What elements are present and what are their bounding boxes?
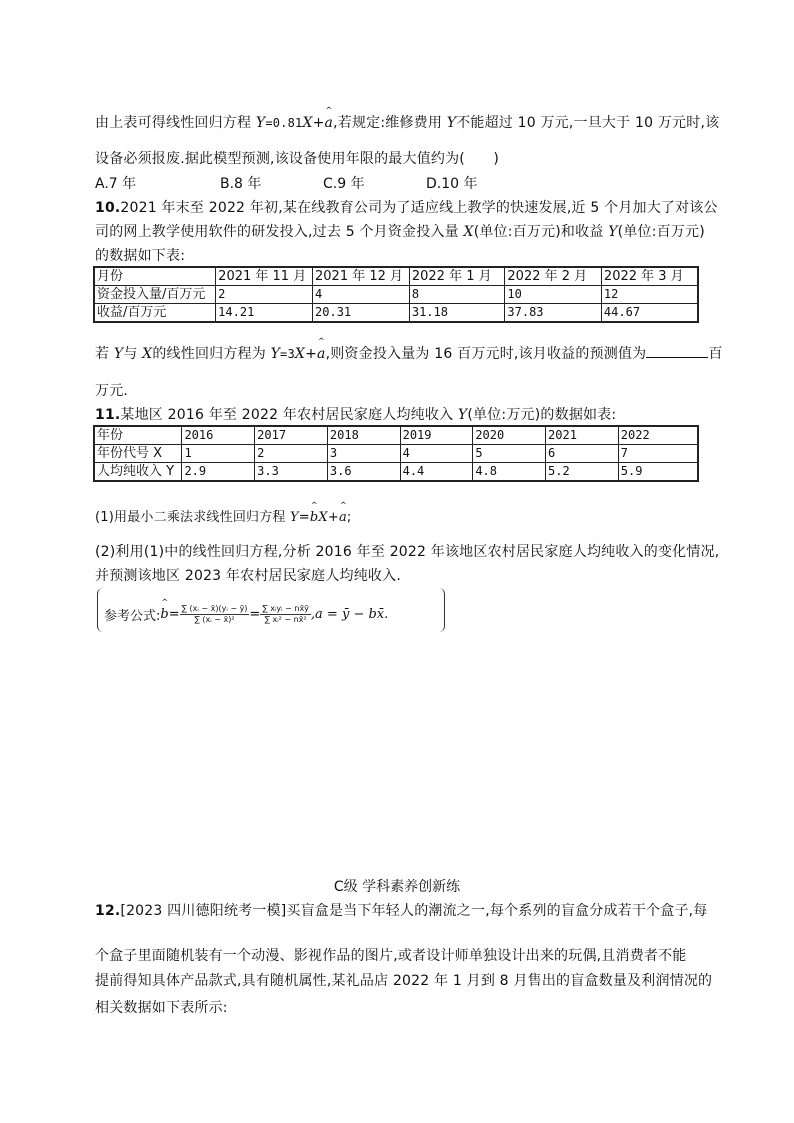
table-cell: 2022 年 1 月 (409, 267, 505, 286)
table-cell: 2022 (618, 426, 698, 445)
q9-option-b: B.8 年 (220, 176, 262, 192)
table-cell: 4.4 (400, 463, 473, 482)
q12-line3: 提前得知具体产品款式,具有随机属性,某礼品店 2022 年 1 月到 8 月售出的盲盒数量及利润情况的 (95, 973, 713, 989)
q10-eq-coef: =3 (280, 347, 295, 361)
table-cell: 4 (400, 445, 473, 463)
table-row (94, 304, 698, 323)
q9-option-a: A.7 年 (95, 176, 137, 192)
table-cell: 3.6 (327, 463, 400, 482)
q10-var-x: X (142, 346, 153, 362)
q9-eq-a: ^ a (325, 115, 334, 131)
table-cell: 资金投入量/百万元 (94, 286, 216, 304)
ref-eq: = (168, 607, 180, 622)
ref-fraction-2 (260, 604, 311, 625)
q11-text: (1)用最小二乘法求线性回归方程 (95, 510, 290, 525)
q10-eq-x: X (294, 346, 306, 362)
q9-text-line1 (95, 112, 719, 132)
table-cell: 8 (409, 286, 505, 304)
table-cell: 2 (216, 286, 313, 304)
table-cell: 7 (618, 445, 698, 463)
q10-line2 (95, 221, 705, 241)
q10-text: 与 (123, 346, 143, 362)
table-cell: 4 (313, 286, 410, 304)
q11-eq-plus: + (327, 510, 339, 525)
q10-line3: 的数据如下表: (95, 248, 186, 264)
q11-text: ; (346, 510, 352, 525)
table-cell: 5.2 (546, 463, 619, 482)
q9-eq-x: X (302, 115, 313, 131)
q10-eq-plus: + (305, 346, 318, 362)
table-cell: 2.9 (182, 463, 255, 482)
q10-text: 若 (95, 346, 114, 362)
ref-fraction-1 (180, 604, 250, 625)
table-cell: 2022 年 3 月 (601, 267, 698, 286)
table-row (94, 286, 698, 304)
q10-var-y: Y (608, 224, 618, 240)
ref-tail: ,a = ȳ − bx̄. (310, 607, 389, 622)
ref-den-1: ∑ (xᵢ − x̄)² (194, 615, 235, 624)
q10-text: ,则资金投入量为 16 百万元时,该月收益的预测值为 (325, 346, 647, 362)
table-cell: 6 (546, 445, 619, 463)
table-cell: 2017 (255, 426, 328, 445)
table-cell: 14.21 (216, 304, 313, 323)
q10-text: 的线性回归方程为 (152, 346, 271, 362)
ref-label: 参考公式: (104, 609, 161, 624)
answer-blank[interactable] (646, 345, 708, 358)
q10-eq-y: Y (270, 346, 281, 362)
q10-line1 (95, 197, 718, 217)
q11-part1 (95, 506, 351, 525)
ref-den-2: ∑ xᵢ² − nx̄² (264, 615, 307, 624)
q9-eq-plus: + (312, 115, 325, 131)
q12-line2: 个盒子里面随机装有一个动漫、影视作品的图片,或者设计师单独设计出来的玩偶,且消费者不能 (95, 948, 687, 964)
q11-eq-a: ^ a (339, 510, 347, 525)
table-cell: 人均纯收入 Y (94, 463, 182, 482)
table-cell: 5.9 (618, 463, 698, 482)
ref-num-2: ∑ xᵢyᵢ − nx̄ȳ (262, 604, 309, 613)
table-row (94, 445, 698, 463)
table-cell: 4.8 (473, 463, 546, 482)
table-cell: 3.3 (255, 463, 328, 482)
q9-text-line2: 设备必须报废.据此模型预测,该设备使用年限的最大值约为( ) (95, 151, 500, 167)
q9-text: 不能超过 10 万元,一旦大于 10 万元时,该 (456, 115, 720, 131)
q10-var-x: X (463, 224, 474, 240)
table-cell: 2022 年 2 月 (505, 267, 602, 286)
q10-table (93, 266, 699, 323)
ref-num-1: ∑ (xᵢ − x̄)(yᵢ − ȳ) (181, 604, 248, 613)
table-cell: 2020 (473, 426, 546, 445)
table-cell: 2018 (327, 426, 400, 445)
q12-text: [2023 四川德阳统考一模]买盲盒是当下年轻人的潮流之一,每个系列的盲盒分成若干个盒子,每 (120, 903, 708, 919)
table-cell: 31.18 (409, 304, 505, 323)
table-cell: 年份 (94, 426, 182, 445)
q11-part2-line2: 并预测该地区 2023 年农村居民家庭人均纯收入. (95, 568, 401, 584)
q11-eq-sign: = (298, 510, 310, 525)
q12-line4: 相关数据如下表所示: (95, 1000, 228, 1016)
table-cell: 2021 年 12 月 (313, 267, 410, 286)
q10-text: 司的网上教学使用软件的研发投入,过去 5 个月资金投入量 (95, 224, 464, 240)
table-cell: 2019 (400, 426, 473, 445)
table-cell: 5 (473, 445, 546, 463)
q11-table (93, 425, 699, 482)
q10-number: 10. (95, 200, 121, 216)
table-cell: 2 (255, 445, 328, 463)
q9-text: 由上表可得线性回归方程 (95, 115, 256, 131)
q9-eq-y: Y (255, 115, 266, 131)
ref-b: ^ b (160, 607, 168, 622)
table-cell: 1 (182, 445, 255, 463)
table-cell: 3 (327, 445, 400, 463)
q11-text: (单位:万元)的数据如表: (467, 407, 617, 423)
table-cell: 44.67 (601, 304, 698, 323)
q11-eq-x: X (318, 510, 328, 525)
q10-after-line2: 万元. (95, 383, 129, 399)
q11-eq-b: ^ b (310, 510, 319, 525)
q11-part2-line1: (2)利用(1)中的线性回归方程,分析 2016 年至 2022 年该地区农村居民家庭人均纯收入的变化情况, (95, 544, 720, 560)
q11-eq-y: Y (289, 510, 299, 525)
q10-text: (单位:百万元) (617, 224, 705, 240)
reference-formula (104, 604, 388, 625)
q11-text: 某地区 2016 年至 2022 年农村居民家庭人均纯收入 (120, 407, 458, 423)
table-row (94, 463, 698, 482)
table-cell: 10 (505, 286, 602, 304)
table-cell: 2021 年 11 月 (216, 267, 313, 286)
q10-after-line1 (95, 343, 723, 363)
q10-eq-a: ^ a (317, 346, 326, 362)
q11-number: 11. (95, 407, 121, 423)
table-row (94, 267, 698, 286)
q11-line1 (95, 404, 616, 424)
q10-text: 百 (708, 346, 723, 362)
table-cell: 20.31 (313, 304, 410, 323)
q9-eq-coef: =0.81 (265, 116, 303, 130)
table-cell: 月份 (94, 267, 216, 286)
q12-line1 (95, 900, 708, 920)
q10-var-y: Y (113, 346, 124, 362)
q11-var-y: Y (457, 407, 468, 423)
q10-text: (单位:百万元)和收益 (473, 224, 609, 240)
section-title: C级 学科素养创新练 (333, 879, 461, 895)
table-cell: 12 (601, 286, 698, 304)
table-row (94, 426, 698, 445)
q9-option-c: C.9 年 (323, 176, 365, 192)
table-cell: 2016 (182, 426, 255, 445)
q9-var-y: Y (446, 115, 457, 131)
ref-eq2: = (249, 607, 261, 622)
table-cell: 收益/百万元 (94, 304, 216, 323)
q12-number: 12. (95, 903, 121, 919)
table-cell: 2021 (546, 426, 619, 445)
q9-text: ,若规定:维修费用 (333, 115, 447, 131)
table-cell: 年份代号 X (94, 445, 182, 463)
q10-text: 2021 年末至 2022 年初,某在线教育公司为了适应线上教学的快速发展,近 5 个月加大了对该公 (120, 200, 718, 216)
table-cell: 37.83 (505, 304, 602, 323)
q9-option-d: D.10 年 (426, 176, 478, 192)
